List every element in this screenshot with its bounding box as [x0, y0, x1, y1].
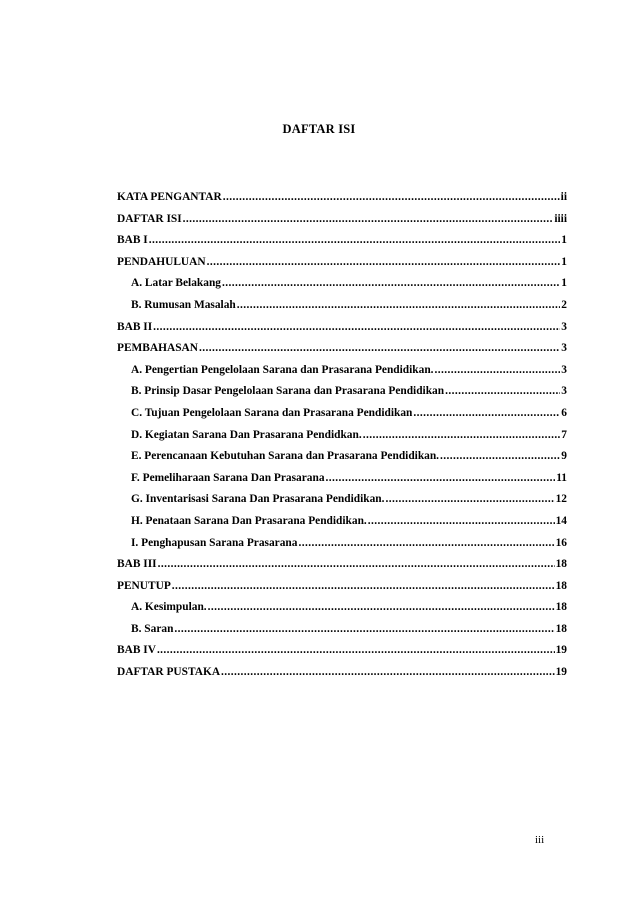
toc-entry-label: C. Tujuan Pengelolaan Sarana dan Prasarana Pendidikan — [131, 406, 413, 419]
toc-entry-label: G. Inventarisasi Sarana Dan Prasarana Pendidikan. — [131, 493, 385, 506]
toc-leader-dots — [326, 472, 556, 484]
toc-entry — [117, 558, 567, 580]
toc-entry-label: B. Prinsip Dasar Pengelolaan Sarana dan Prasarana Pendidikan — [131, 385, 445, 398]
toc-entry — [117, 515, 567, 537]
toc-entry-page: 12 — [555, 493, 567, 506]
toc-entry-label: KATA PENGANTAR — [117, 191, 222, 203]
toc-entry-page: 14 — [555, 514, 567, 527]
toc-entry — [117, 364, 567, 386]
toc-entry-page: 2 — [561, 298, 567, 311]
toc-entry — [117, 234, 567, 256]
toc-leader-dots — [221, 666, 555, 678]
toc-entry — [117, 580, 567, 602]
toc-leader-dots — [157, 644, 555, 656]
toc-leader-dots — [174, 623, 554, 635]
toc-entry-label: I. Penghapusan Sarana Prasarana — [131, 536, 298, 549]
toc-entry — [117, 601, 567, 623]
toc-entry-page: 18 — [555, 601, 567, 614]
toc-entry-page: 3 — [561, 320, 567, 333]
toc-entry-label: A. Kesimpulan. — [131, 601, 207, 614]
toc-entry-page: 11 — [556, 471, 567, 484]
toc-entry-label: B. Saran — [131, 622, 174, 635]
toc-leader-dots — [222, 277, 560, 289]
toc-entry — [117, 493, 567, 515]
toc-entry-page: 18 — [555, 579, 567, 592]
toc-leader-dots — [440, 450, 560, 462]
toc-leader-dots — [445, 385, 560, 397]
toc-entry — [117, 537, 567, 559]
toc-entry — [117, 213, 567, 235]
toc-leader-dots — [223, 191, 560, 203]
toc-entry-label: D. Kegiatan Sarana Dan Prasarana Pendidkan. — [131, 428, 362, 441]
toc-entry-label: F. Pemeliharaan Sarana Dan Prasarana — [131, 471, 325, 484]
toc-entry — [117, 450, 567, 472]
toc-entry — [117, 623, 567, 645]
toc-leader-dots — [298, 537, 554, 549]
toc-entry — [117, 429, 567, 451]
toc-entry — [117, 256, 567, 278]
toc-entry-label: BAB II — [117, 320, 153, 333]
toc-entry-label: PEMBAHASAN — [117, 342, 199, 355]
toc-entry — [117, 191, 567, 213]
toc-entry-page: 6 — [561, 406, 567, 419]
toc-leader-dots — [158, 558, 555, 570]
toc-entry — [117, 385, 567, 407]
page-number: iii — [535, 834, 545, 846]
toc-entry-page: 19 — [555, 644, 567, 657]
toc-entry-label: A. Latar Belakang — [131, 277, 221, 290]
toc-entry — [117, 472, 567, 494]
toc-leader-dots — [153, 321, 560, 333]
toc-entry-page: iiii — [554, 212, 567, 225]
toc-entry-page: 3 — [561, 363, 567, 376]
toc-entry-label: BAB IV — [117, 644, 156, 657]
toc-entry-page: 3 — [561, 342, 567, 355]
toc-entry-page: 18 — [555, 558, 567, 571]
toc-entry — [117, 666, 567, 688]
toc-entry-page: 1 — [561, 255, 567, 268]
toc-entry-page: 18 — [555, 622, 567, 635]
toc-entry-page: 7 — [561, 428, 567, 441]
toc-leader-dots — [435, 364, 561, 376]
toc-entry-page: 3 — [561, 385, 567, 398]
toc-entry-label: DAFTAR PUSTAKA — [117, 666, 221, 679]
toc-entry-label: B. Rumusan Masalah — [131, 298, 236, 311]
toc-leader-dots — [183, 213, 554, 225]
page-title: DAFTAR ISI — [282, 122, 356, 136]
toc-entry-label: PENDAHULUAN — [117, 255, 206, 268]
toc-leader-dots — [207, 256, 561, 268]
toc-entry-label: BAB I — [117, 234, 148, 247]
toc-entry-label: H. Penataan Sarana Dan Prasarana Pendidikan. — [131, 514, 367, 527]
toc-entry — [117, 342, 567, 364]
toc-leader-dots — [208, 601, 555, 613]
toc-entry-page: 9 — [561, 450, 567, 463]
toc-entry-label: E. Perencanaan Kebutuhan Sarana dan Prasarana Pendidikan. — [131, 450, 440, 463]
toc-entry — [117, 644, 567, 666]
toc-entry-page: 1 — [561, 234, 567, 247]
toc-leader-dots — [413, 407, 560, 419]
toc-entry-page: 1 — [561, 277, 567, 290]
toc-entry-page: ii — [560, 191, 567, 203]
toc-leader-dots — [237, 299, 561, 311]
toc-leader-dots — [368, 515, 555, 527]
toc-entry-label: BAB III — [117, 558, 157, 571]
toc-entry — [117, 299, 567, 321]
toc-leader-dots — [199, 342, 560, 354]
toc-entry-label: A. Pengertian Pengelolaan Sarana dan Prasarana Pendidikan. — [131, 363, 434, 376]
toc-leader-dots — [363, 429, 561, 441]
toc-leader-dots — [172, 580, 555, 592]
toc-entry — [117, 407, 567, 429]
toc-entry-page: 19 — [555, 666, 567, 679]
toc-leader-dots — [149, 234, 561, 246]
toc-entry — [117, 277, 567, 299]
toc-entry-label: PENUTUP — [117, 579, 171, 592]
table-of-contents — [117, 191, 567, 688]
toc-entry — [117, 321, 567, 343]
toc-entry-label: DAFTAR ISI — [117, 212, 182, 225]
toc-leader-dots — [385, 493, 554, 505]
toc-entry-page: 16 — [555, 536, 567, 549]
